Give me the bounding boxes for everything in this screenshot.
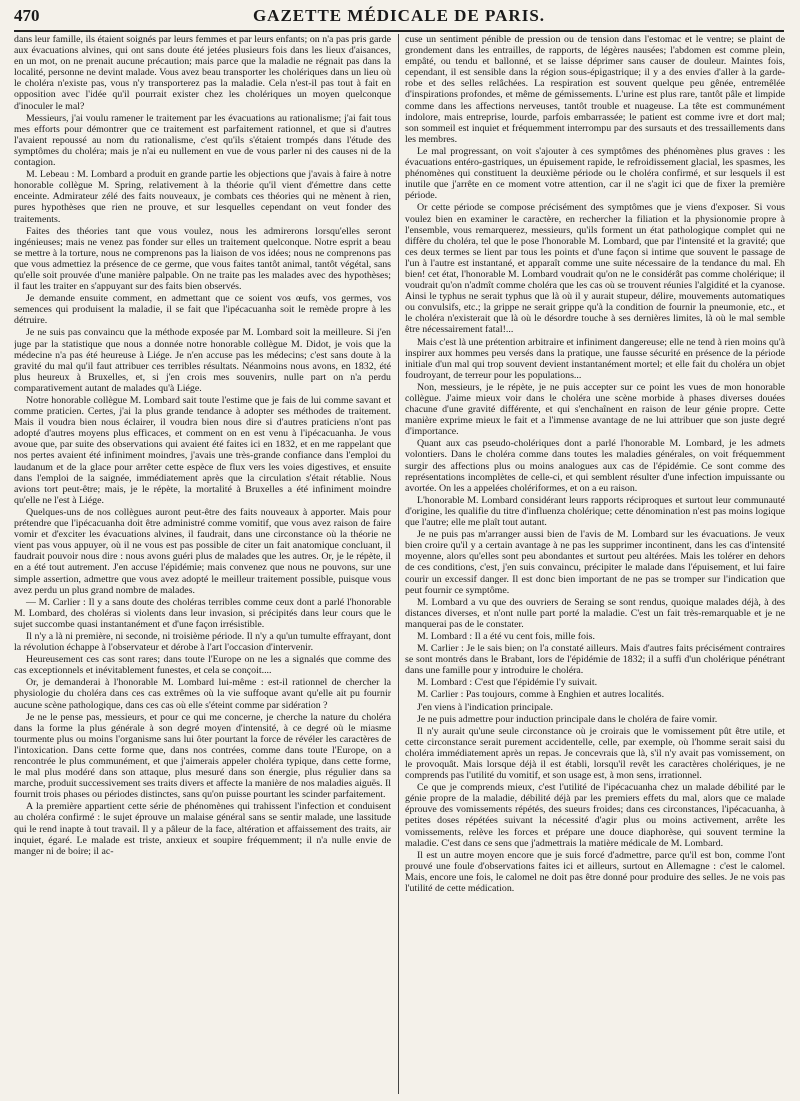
right-paragraph: Il n'y aurait qu'une seule circonstance où je croirais que le vomissement pût être utile, et cette circonstance serait purement accidentelle, celle, par exemple, où l'homme serait saisi du choléra immédiatement après un repas. Je concevrais que là, s'il n'y avait pas vomissement, on le provoquât. Mais lorsque déjà il est établi, lorsqu'il revêt les caractères cholériques, je ne comprends pas l'utilité du vomitif, et son usage est, à mon sens, irrationnel. xyxy=(405,725,785,782)
right-paragraph: M. Lombard : Il a été vu cent fois, mille fois. xyxy=(417,630,595,642)
right-paragraph: M. Lombard a vu que des ouvriers de Seraing se sont rendus, quoique malades déjà, à des distances diverses, et n'ont nulle part porté la maladie. C'est un fait très-remarquable et je ne manquerai pas de le constater. xyxy=(405,596,785,630)
right-paragraph: Je ne puis admettre pour induction principale dans le choléra de faire vomir. xyxy=(417,713,718,725)
left-paragraph: Je ne le pense pas, messieurs, et pour ce qui me concerne, je cherche la nature du choléra dans la forme la plus générale à son degré moyen d'intensité, à ce degré où le miasme tourmente plus ou moins l'organisme sans lui ôter pourtant la force de révéler les caractères de l'intoxication. Dans cette forme que, dans nos contrées, comme dans toute l'Europe, on a rencontrée le plus communément, et que j'aimerais appeler choléra typique, dans cette forme, le mal plus modéré dans son attaque, plus mesuré dans son énergie, plus régulier dans sa marche, produit successivement ses traits divers et affecte la manière de nos maladies aiguës. Il fournit trois phases ou périodes distinctes, sans qu'on puisse pourtant les scinder parfaitement. xyxy=(14,711,391,801)
left-paragraph: Il n'y a là ni première, ni seconde, ni troisième période. Il n'y a qu'un tumulte effrayant, dont la révolution échappe à l'observateur et dérobe à l'art l'occasion d'intervenir. xyxy=(14,630,391,654)
left-paragraph: M. Lebeau : M. Lombard a produit en grande partie les objections que j'avais à faire à notre honorable collègue M. Spring, relativement à la théorie qu'il vient d'émettre dans cette enceinte. Admirateur zélé des faits nouveaux, je combats ces théories qui ne mènent à rien, pures hypothèses que rien ne prouve, et sur lesquelles cependant on veut fonder des traitements. xyxy=(14,169,391,225)
right-paragraph: M. Carlier : Pas toujours, comme à Enghien et autres localités. xyxy=(417,689,665,701)
left-paragraph: A la première appartient cette série de phénomènes qui trahissent l'infection et conduisent au choléra confirmé : le sujet éprouve un malaise général sans se sentir malade, une lassitude qui le rend inapte à tout travail. Il y a pâleur de la face, altération et affaissement des traits, air inquiet, égaré. Le malade est triste, anxieux et soupire fréquemment; il n'a nulle envie de manger ni de boire; il ac- xyxy=(14,801,391,857)
left-paragraph: — M. Carlier : Il y a sans doute des choléras terribles comme ceux dont a parlé l'honorable M. Lombard, des choléras si violents dans leur invasion, si précipités dans leur cours que le sujet succombe quasi instantanément et d'une façon irrésistible. xyxy=(14,596,391,630)
right-paragraph: Il est un autre moyen encore que je suis forcé d'admettre, parce qu'il est bon, comme l'ont prouvé une foule d'observations faites ici et ailleurs, surtout en Allemagne : c'est le calomel. Mais, encore une fois, le calomel ne doit pas être donné pour produire des selles. Je ne vois pas l'utilité de cette médication. xyxy=(405,849,785,895)
right-paragraph: Mais c'est là une prétention arbitraire et infiniment dangereuse; elle ne tend à rien moins qu'à inspirer aux hommes peu versés dans la pratique, une fausse sécurité en présence de la période initiale d'un mal qui trop souvent devient instantanément mortel; et elle fait du choléra un objet foudroyant, de terreur pour les populations... xyxy=(405,336,785,381)
header-rule xyxy=(14,30,784,32)
left-paragraph: Notre honorable collègue M. Lombard sait toute l'estime que je fais de lui comme savant et comme praticien. Certes, j'ai la plus grande tendance à adopter ses méthodes de traitement. Mais il voudra bien nous éclairer, il voudra bien nous dire si d'autres praticiens n'ont pas adopté d'autres moyens plus efficaces, et comment on en est venu à l'ipécacuanha. Je vous avoue que, par suite des observations qui avaient été faites ici en 1832, et en me rappelant que nos pertes avaient été infiniment moindres, j'avais une très-grande confiance dans l'emploi du laudanum et de la glace pour arrêter cette espèce de flux vers les voies digestives, et ensuite dans l'emploi de la saignée, immédiatement après que la circulation s'était rétablie. Nous avions tort peut-être; mais, je le répète, la mortalité à Bruxelles a été infiniment moindre qu'elle ne l'est à Liége. xyxy=(14,395,391,506)
right-paragraph: Ce que je comprends mieux, c'est l'utilité de l'ipécacuanha chez un malade débilité par le génie propre de la maladie, débilité déjà par les premiers effets du mal, alors que ce malade éprouve des vomissements répétés, des sueurs froides; dans ces circonstances, l'ipécacuanha, à petites doses répétées suivant la nécessité d'agir plus ou moins activement, arrête les vomissements, relève les forces et prépare une douce diaphorèse, qui souvent termine la maladie. C'est dans ce sens que j'admettrais la matière médicale de M. Lombard. xyxy=(405,782,785,849)
left-paragraph: Je demande ensuite comment, en admettant que ce soient vos œufs, vos germes, vos semences qui produisent la maladie, il se fait que l'ipécacuanha soit le remède propre à les détruire. xyxy=(14,293,391,327)
right-paragraph: M. Carlier : Je le sais bien; on l'a constaté ailleurs. Mais d'autres faits précisément contraires se sont montrés dans le Brabant, lors de l'épidémie de 1832; il a suffi d'un cholérique pénétrant dans une famille pour y introduire le choléra. xyxy=(405,643,785,677)
right-paragraph: M. Lombard : C'est que l'épidémie l'y suivait. xyxy=(417,677,598,689)
page-header xyxy=(14,6,784,28)
right-column xyxy=(405,34,785,1094)
right-paragraph: Non, messieurs, je le répète, je ne puis accepter sur ce point les vues de mon honorable collègue. J'aime mieux voir dans le choléra une scène morbide à phases diverses douées chacune d'une gravité différente, et qui s'enchaînent en raison de leur génie propre. Cette manière exprime mieux le fait et a l'immense avantage de ne lui attribuer que son juste degré d'importance. xyxy=(405,381,785,438)
right-paragraph: J'en viens à l'indication principale. xyxy=(417,701,554,713)
right-paragraph: cuse un sentiment pénible de pression ou de tension dans l'estomac et le ventre; se plaint de grondement dans les entrailles, de rapports, de légères nausées; l'abdomen est comme plein, empâté, ou tendu et ballonné, et se laisse déprimer sans causer de douleur. Maintes fois, cependant, il est sensible dans la région sous-épigastrique; il y a des envies d'aller à la garde-robe et des selles relâchées. La respiration est souvent quelque peu gênée, entremêlée d'inspirations profondes, et même de gémissements. L'urine est plus rare, tantôt pâle et limpide comme dans les affections nerveuses, tantôt trouble et nuageuse. La tête est communément indolore, mais entreprise, lourde, parfois embarrassée; le patient est comme ivre et dort mal; son sommeil est inquiet et fréquemment interrompu par des sursauts et des tressaillements dans les membres. xyxy=(405,34,785,145)
right-paragraph: Je ne puis pas m'arranger aussi bien de l'avis de M. Lombard sur les évacuations. Je veux bien croire qu'il y a certain avantage à ne pas les supprimer incontinent, dans les cas d'intensité moyenne, alors qu'elles sont peu abondantes et surtout peu altérées. Mais les tolérer en dehors de ces conditions, c'est, j'en suis convaincu, précipiter le malade dans l'épuisement, et lui faire courir un excessif danger. Il est donc bien important de ne pas se tromper sur l'indication que peut fournir ce symptôme. xyxy=(405,529,785,596)
left-paragraph: dans leur famille, ils étaient soignés par leurs femmes et par leurs enfants; on n'a pas pris garde aux évacuations alvines, qui ont sans doute été jetées plusieurs fois dans les lieux d'aisances, en un mot, on ne prenait aucune précaution; mais parce que la maladie ne régnait pas dans la localité, personne ne devint malade. Vous avez beau transporter les cholériques dans un lieu où le choléra n'existe pas, vous n'y transporterez pas la maladie. Cela n'est-il pas tout à fait en opposition avec l'idée qu'il pourrait exister chez les cholériques un moyen quelconque d'inoculer le mal? xyxy=(14,34,391,112)
left-paragraph: Heureusement ces cas sont rares; dans toute l'Europe on ne les a signalés que comme des cas exceptionnels et inévitablement funestes, et cela se conçoit.... xyxy=(14,654,391,677)
left-paragraph: Je ne suis pas convaincu que la méthode exposée par M. Lombard soit la meilleure. Si j'en juge par la statistique que nous a donnée notre honorable collègue M. Didot, je vois que la médecine n'a pas été heureuse à Liége. Je n'en accuse pas les médecins; c'est sans doute à la gravité du mal qu'il faut attribuer ces terribles résultats. Néanmoins nous avons, en 1832, été plus heureux à Bruxelles, et, si j'en crois mes souvenirs, nulle part on n'a perdu comparativement autant de malades qu'à Liége. xyxy=(14,327,391,394)
right-paragraph: L'honorable M. Lombard considérant leurs rapports réciproques et surtout leur communauté d'origine, les qualifie du titre d'influenza cholérique; cette dénomination n'est pas moins logique que l'autre; elle me plaît tout autant. xyxy=(405,494,785,529)
left-paragraph: Or, je demanderai à l'honorable M. Lombard lui-même : est-il rationnel de chercher la physiologie du choléra dans ces cas extrêmes où la vie suffoque avant qu'elle ait pu fournir aucune scène pathologique, dans ces cas où elle s'éteint comme par sidération ? xyxy=(14,677,391,711)
right-paragraph: Le mal progressant, on voit s'ajouter à ces symptômes des phénomènes plus graves : les évacuations entéro-gastriques, un épuisement rapide, le refroidissement glacial, les spasmes, les phénomènes qui constituent la deuxième période ou le choléra confirmé, et sur lesquels il est inutile que j'arrête en ce moment votre attention, car il ne s'agit ici que de fixer la première période. xyxy=(405,145,785,202)
journal-title: GAZETTE MÉDICALE DE PARIS. xyxy=(252,6,546,25)
page-number: 470 xyxy=(14,6,40,25)
right-paragraph: Or cette période se compose précisément des symptômes que je viens d'exposer. Si vous voulez bien en examiner le caractère, en rechercher la filiation et la physionomie propre à l'ensemble, vous remarquerez, messieurs, qu'ils forment un état pathologique complet qui ne diffère du choléra, tel que le pose l'honorable M. Lombard, que par l'intensité et la gravité; que ces deux termes se lient par tous les points et d'une façon si intime que souvent le passage de l'un à l'autre est instantané, et apparaît comme une suite nécessaire de la tendance du mal. Eh bien! cet état, l'honorable M. Lombard voudrait qu'on ne le considérât pas comme cholérique; il voudrait qu'on n'admît comme choléra que les cas où se trouvent réunies l'algidité et la cyanose. Ainsi le typhus ne serait typhus que là où il y aurait stupeur, délire, mouvements automatiques ou convulsifs, etc.; la grippe ne serait grippe qu'à la condition de fournir la pneumonie, etc., et le choléra n'existerait que là où le désordre touche à ses dernières limites, là où le mal semble être nécessairement fatal!... xyxy=(405,202,785,336)
column-divider xyxy=(398,34,399,1094)
left-paragraph: Faites des théories tant que vous voulez, nous les admirerons lorsqu'elles seront ingénieuses; mais ne venez pas fonder sur elles un traitement quelconque. Notre esprit a beau se mettre à la torture, nous ne comprenons pas la liaison de vos idées; nous ne comprenons pas que vous admettiez la présence de ce germe, que vous faites tantôt animal, tantôt végétal, sans qu'elle soit prouvée d'une manière palpable. On ne traite pas les malades avec des hypothèses; il faut les traiter en s'appuyant sur des faits bien observés. xyxy=(14,225,391,293)
left-paragraph: Quelques-uns de nos collègues auront peut-être des faits nouveaux à apporter. Mais pour prétendre que l'ipécacuanha doit être administré comme vomitif, que vous avez raison de faire vomir et d'exciter les évacuations alvines, il faudrait, dans une circonstance où la théorie ne vient pas vous appuyer, où il ne vous est pas possible de citer un fait anatomique concluant, il faudrait pouvoir nous dire : nous avons guéri plus de malades que les autres. Or, je le répète, il en a été tout autrement. J'en accuse l'épidémie; mais convenez que nous ne pouvons, sur une simple assertion, admettre que vous avez adopté le meilleur traitement possible, puisque vous avez perdu un plus grand nombre de malades. xyxy=(14,506,391,596)
left-column xyxy=(14,34,391,1094)
left-paragraph: Messieurs, j'ai voulu ramener le traitement par les évacuations au rationalisme; j'ai fait tous mes efforts pour démontrer que ce traitement est parfaitement rationnel, et que si d'autres l'avaient repoussé au nom du rationalisme, c'est qu'ils s'étaient trompés dans l'étude des symptômes du choléra; mais je n'ai eu nullement en vue de vous parler ni des causes ni de la contagion. xyxy=(14,112,391,169)
right-paragraph: Quant aux cas pseudo-cholériques dont a parlé l'honorable M. Lombard, je les admets volontiers. Dans le choléra comme dans toutes les maladies générales, on voit fréquemment surgir des affections plus ou moins analogues aux cas de l'épidémie. Ce sont comme des représentations incomplètes de celle-ci, et qui semblent résulter d'une infection impuissante ou avortée. On les a appelées cholériformes, et on a eu raison. xyxy=(405,438,785,494)
